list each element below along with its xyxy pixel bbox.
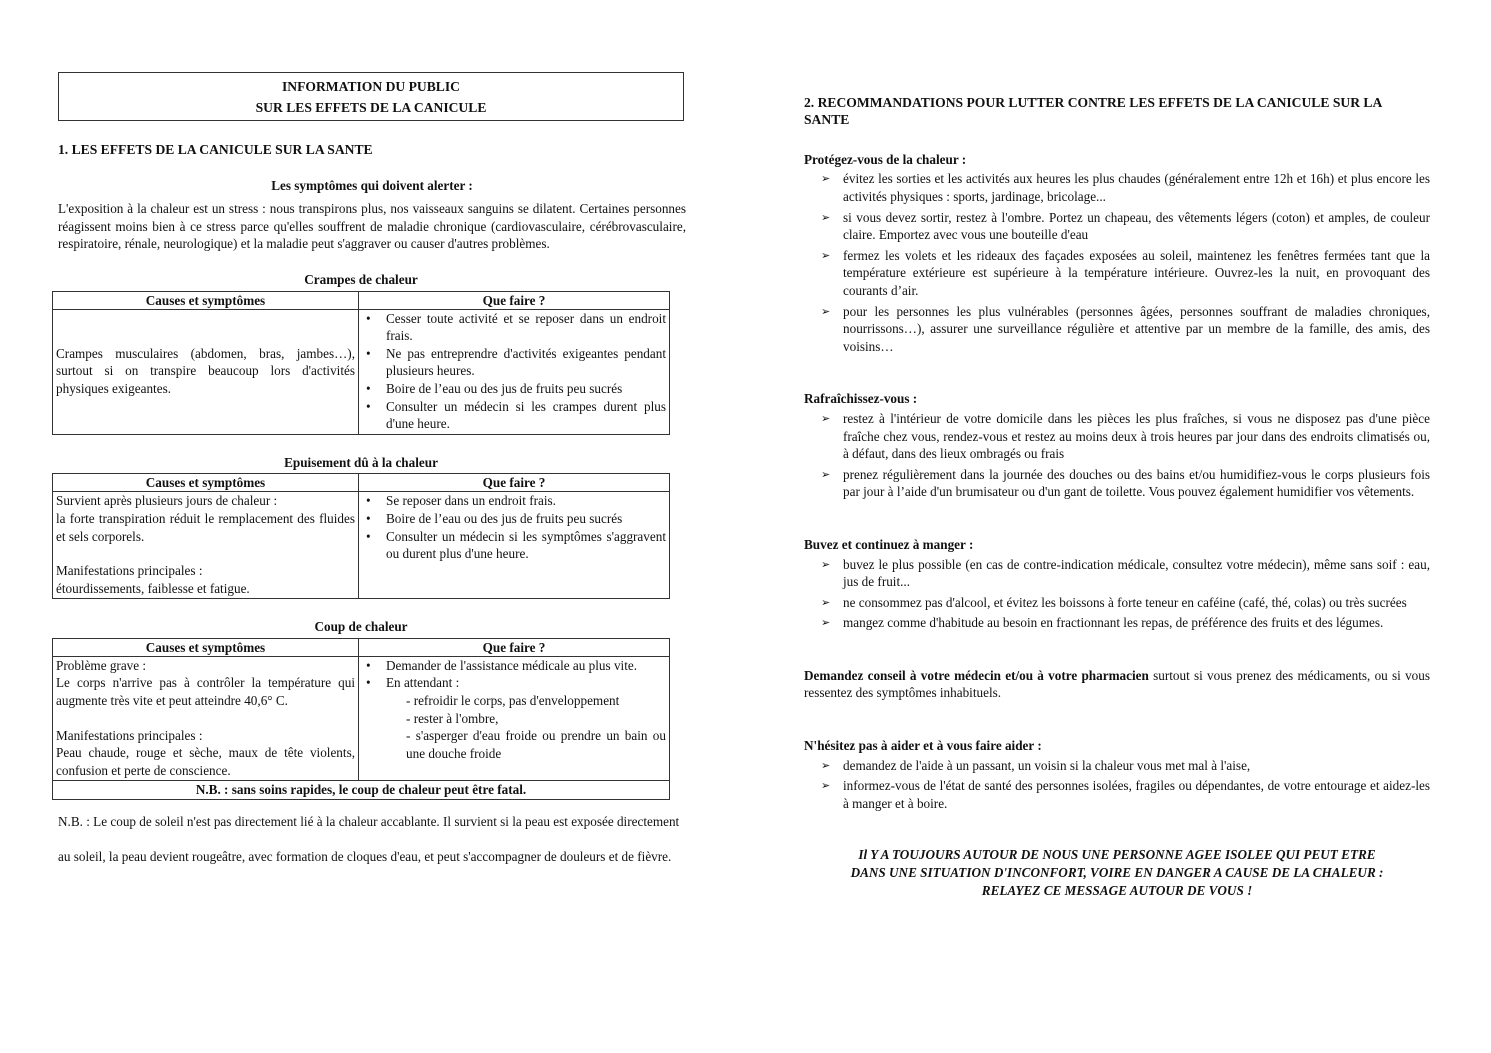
rafraichissez-block [804, 390, 1430, 501]
coup-caption: Coup de chaleur [314, 619, 408, 635]
buvez-block [804, 536, 1430, 632]
document-title-box [58, 72, 684, 121]
crampes-table [52, 291, 670, 435]
document-title-line1: INFORMATION DU PUBLIC [282, 79, 460, 94]
buvez-item: ➢ ne consommez pas d'alcool, et évitez les boissons à forte teneur en caféine (café, thé, colas) ou très sucrées [843, 594, 1430, 612]
coup-todo-sub: - rester à l'ombre, [406, 710, 499, 726]
crampes-todo-item: • Cesser toute activité et se reposer dans un endroit frais. [386, 310, 666, 345]
epuisement-causes-line1: Survient après plusieurs jours de chaleur : [56, 493, 278, 509]
rafraichissez-list [804, 410, 1430, 501]
coup-todo-list [362, 657, 666, 692]
aider-heading: N'hésitez pas à aider et à vous faire aider : [804, 738, 1042, 754]
epuisement-caption: Epuisement dû à la chaleur [284, 454, 438, 470]
coup-causes-cell [53, 656, 359, 781]
rafraichissez-heading: Rafraîchissez-vous : [804, 391, 918, 407]
crampes-causes: Crampes musculaires (abdomen, bras, jambes…), surtout si on transpire beaucoup lors d'activités physiques exigeantes. [53, 309, 359, 434]
coup-todo-sub: - refroidir le corps, pas d'enveloppement [406, 693, 620, 709]
epuisement-todo-list [362, 492, 666, 562]
conseil-rest: surtout si vous prenez des médicaments, ou si vous ressentez des symptômes inhabituels. [804, 667, 1430, 701]
epuisement-todo-item: • Se reposer dans un endroit frais. [386, 492, 666, 510]
coup-todo-item: • En attendant : [386, 674, 666, 692]
epuisement-manif-label: Manifestations principales : [56, 563, 203, 579]
crampes-header-causes: Causes et symptômes [53, 291, 359, 309]
crampes-todo-item: • Consulter un médecin si les crampes durent plus d'une heure. [386, 398, 666, 433]
right-column [804, 94, 1430, 899]
aider-item: ➢ demandez de l'aide à un passant, un voisin si la chaleur vous met mal à l'aise, [843, 757, 1430, 775]
coup-table [52, 638, 670, 800]
protegez-item: ➢ évitez les sorties et les activités aux heures les plus chaudes (généralement entre 12h et 16h) et plus encore les activités physiques : sports, jardinage, bricolage... [843, 170, 1430, 205]
epuisement-causes-line2: la forte transpiration réduit le remplacement des fluides et sels corporels. [56, 510, 355, 544]
aider-item: ➢ informez-vous de l'état de santé des personnes isolées, fragiles ou dépendantes, de votre entourage et aidez-les à manger et à boire. [843, 777, 1430, 812]
coup-todo-item: • Demander de l'assistance médicale au plus vite. [386, 657, 666, 675]
protegez-list [804, 170, 1430, 355]
final-message-line3: RELAYEZ CE MESSAGE AUTOUR DE VOUS ! [981, 882, 1253, 898]
rafraichissez-item: ➢ prenez régulièrement dans la journée des douches ou des bains et/ou humidifiez-vous le corps plusieurs fois par jour à l’aide d'un brumisateur ou d'un gant de toilette. Vous pouvez également humidifier vos vêtements. [843, 466, 1430, 501]
epuisement-table [52, 473, 670, 599]
coup-nb-row: N.B. : sans soins rapides, le coup de chaleur peut être fatal. [53, 781, 670, 800]
conseil-bold: Demandez conseil à votre médecin et/ou à votre pharmacien [804, 667, 1149, 683]
protegez-item: ➢ pour les personnes les plus vulnérables (personnes âgées, personnes souffrant de maladies chroniques, nourrissons…), assurer une surveillance régulière et attentive par un membre de la famille, des amis, des voisins… [843, 303, 1430, 356]
section2-heading: 2. RECOMMANDATIONS POUR LUTTER CONTRE LES EFFETS DE LA CANICULE SUR LA SANTE [804, 95, 1382, 128]
nb-paragraph: N.B. : Le coup de soleil n'est pas directement lié à la chaleur accablante. Il survient si la peau est exposée directement au soleil, la peau devient rougeâtre, avec formation de cloques d'eau, et peut s'accompagner de douleurs et de fièvre. [58, 814, 680, 865]
crampes-header-todo: Que faire ? [359, 291, 670, 309]
coup-manif-label: Manifestations principales : [56, 727, 203, 743]
conseil-paragraph [804, 667, 1430, 702]
epuisement-header-causes: Causes et symptômes [53, 474, 359, 492]
final-message-line1: Il Y A TOUJOURS AUTOUR DE NOUS UNE PERSONNE AGEE ISOLEE QUI PEUT ETRE [858, 847, 1376, 863]
coup-header-todo: Que faire ? [359, 638, 670, 656]
crampes-todo-cell [359, 309, 670, 434]
buvez-item: ➢ mangez comme d'habitude au besoin en fractionnant les repas, de préférence des fruits et des légumes. [843, 614, 1430, 632]
aider-block [804, 737, 1430, 812]
crampes-todo-list [362, 310, 666, 433]
epuisement-manif-text: étourdissements, faiblesse et fatigue. [56, 580, 250, 596]
protegez-item: ➢ si vous devez sortir, restez à l'ombre. Portez un chapeau, des vêtements légers (coton) et amples, de couleur claire. Emportez avec vous une bouteille d'eau [843, 209, 1430, 244]
crampes-todo-item: • Ne pas entreprendre d'activités exigeantes pendant plusieurs heures. [386, 345, 666, 380]
protegez-block [804, 151, 1430, 356]
section1-heading: 1. LES EFFETS DE LA CANICULE SUR LA SANTE [58, 142, 373, 157]
crampes-todo-item: • Boire de l’eau ou des jus de fruits peu sucrés [386, 380, 666, 398]
coup-manif-text: Peau chaude, rouge et sèche, maux de tête violents, confusion et perte de conscience. [56, 745, 355, 778]
intro-paragraph: L'exposition à la chaleur est un stress : nous transpirons plus, nos vaisseaux sanguins se dilatent. Certaines personnes réagissent moins bien à ce stress parce qu'elles souffrent de maladie chronique (cardiovasculaire, cérébrovasculaire, respiratoire, rénale, neurologique) et la maladie peut s'aggraver ou causer d'autres problèmes. [58, 201, 686, 252]
crampes-caption: Crampes de chaleur [304, 271, 418, 287]
buvez-list [804, 556, 1430, 632]
protegez-item: ➢ fermez les volets et les rideaux des façades exposées au soleil, maintenez les fenêtres fermées tant que la température extérieure est supérieure à la température intérieure. Ouvrez-les la nuit, en provoquant des courants d’air. [843, 247, 1430, 300]
symptoms-heading: Les symptômes qui doivent alerter : [271, 177, 473, 193]
coup-causes-line2: Le corps n'arrive pas à contrôler la température qui augmente très vite et peut atteindre 40,6° C. [56, 675, 355, 709]
protegez-heading: Protégez-vous de la chaleur : [804, 151, 967, 167]
aider-list [804, 757, 1430, 813]
epuisement-todo-item: • Boire de l’eau ou des jus de fruits peu sucrés [386, 510, 666, 528]
document-title-line2: SUR LES EFFETS DE LA CANICULE [255, 100, 487, 115]
epuisement-todo-item: • Consulter un médecin si les symptômes s'aggravent ou durent plus d'une heure. [386, 528, 666, 563]
rafraichissez-item: ➢ restez à l'intérieur de votre domicile dans les pièces les plus fraîches, si vous ne disposez pas d'une pièce fraîche chez vous, rendez-vous et restez au moins deux à trois heures par jour dans des endroits climatisés ou, à défaut, dans des lieux ombragés ou frais [843, 410, 1430, 463]
final-message-line2: DANS UNE SITUATION D'INCONFORT, VOIRE EN DANGER A CAUSE DE LA CHALEUR : [850, 865, 1384, 881]
epuisement-causes-cell [53, 492, 359, 599]
buvez-heading: Buvez et continuez à manger : [804, 536, 974, 552]
coup-header-causes: Causes et symptômes [53, 638, 359, 656]
coup-todo-sub: - s'asperger d'eau froide ou prendre un bain ou une douche froide [406, 728, 666, 761]
final-message [804, 846, 1430, 899]
coup-todo-cell [359, 656, 670, 781]
left-column [52, 72, 686, 874]
coup-causes-line1: Problème grave : [56, 657, 147, 673]
epuisement-todo-cell [359, 492, 670, 599]
epuisement-header-todo: Que faire ? [359, 474, 670, 492]
buvez-item: ➢ buvez le plus possible (en cas de contre-indication médicale, consultez votre médecin), même sans soif : eau, jus de fruit... [843, 556, 1430, 591]
